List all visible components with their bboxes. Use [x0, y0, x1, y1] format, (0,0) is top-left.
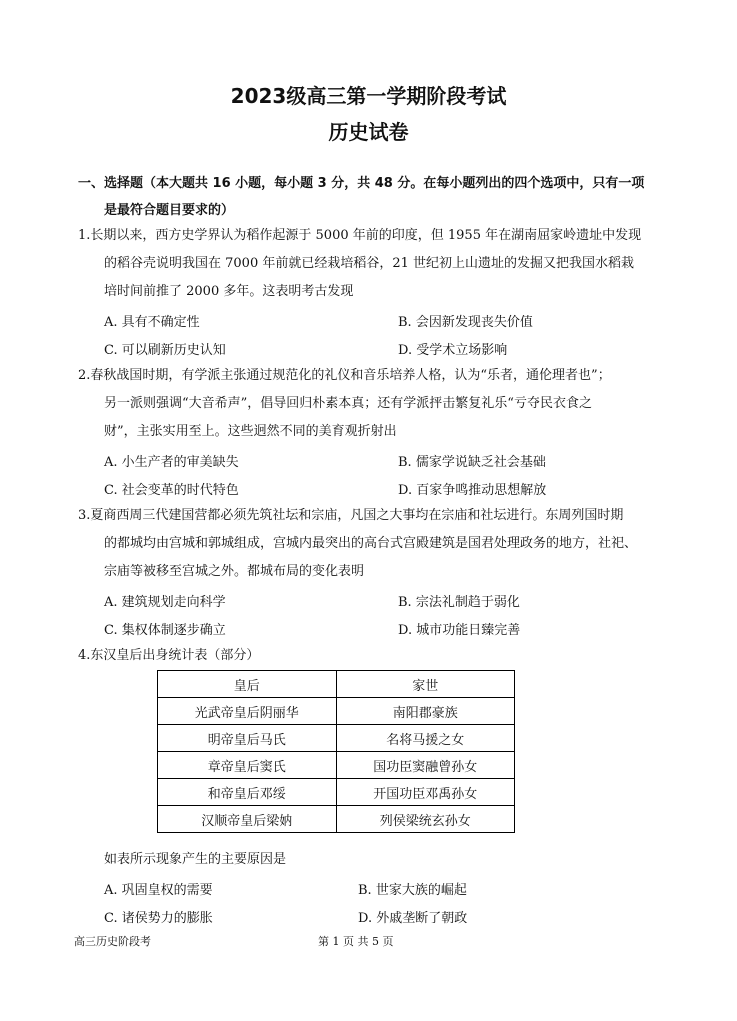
table-row	[158, 806, 515, 833]
question-2-option-c: C. 社会变革的时代特色	[104, 483, 239, 498]
exam-title: 2023级高三第一学期阶段考试	[230, 84, 507, 108]
table-cell-empress: 光武帝皇后阴丽华	[158, 698, 337, 725]
table-header-row	[158, 671, 515, 698]
question-3-text-line1: 3.夏商西周三代建国营都必须先筑社坛和宗庙，凡国之大事均在宗庙和社坛进行。东周列国时期	[78, 508, 624, 523]
question-3-option-d: D. 城市功能日臻完善	[398, 623, 521, 638]
question-1-option-a: A. 具有不确定性	[104, 315, 200, 330]
question-4-option-c: C. 诸侯势力的膨胀	[104, 911, 213, 926]
question-1-option-c: C. 可以刷新历史认知	[104, 343, 226, 358]
question-2-text-line3: 财”，主张实用至上。这些迥然不同的美育观折射出	[104, 424, 397, 439]
question-3-option-a: A. 建筑规划走向科学	[104, 595, 226, 610]
table-cell-family: 列侯梁统玄孙女	[336, 806, 515, 833]
question-3-option-c: C. 集权体制逐步确立	[104, 623, 226, 638]
table-cell-empress: 汉顺帝皇后梁妠	[158, 806, 337, 833]
question-3-option-b: B. 宗法礼制趋于弱化	[398, 595, 520, 610]
footer-page-number: 第 1 页 共 5 页	[318, 935, 394, 948]
question-2-text-line2: 另一派则强调“大音希声”，倡导回归朴素本真；还有学派抨击繁复礼乐“亏夺民衣食之	[104, 396, 592, 411]
empress-origin-table	[157, 670, 515, 833]
table-row	[158, 779, 515, 806]
exam-subtitle: 历史试卷	[328, 120, 409, 144]
question-4-option-a: A. 巩固皇权的需要	[104, 883, 213, 898]
question-4-text-line1: 4.东汉皇后出身统计表（部分）	[78, 648, 260, 663]
question-4-option-d: D. 外戚垄断了朝政	[358, 911, 468, 926]
question-2-option-d: D. 百家争鸣推动思想解放	[398, 483, 547, 498]
section-header-line2: 是最符合题目要求的）	[104, 203, 235, 218]
table-cell-family: 开国功臣邓禹孙女	[336, 779, 515, 806]
question-2-option-b: B. 儒家学说缺乏社会基础	[398, 455, 546, 470]
question-3-text-line3: 宗庙等被移至宫城之外。都城布局的变化表明	[104, 564, 365, 579]
question-1-text-line1: 1.长期以来，西方史学界认为稻作起源于 5000 年前的印度，但 1955 年在湖南屈家岭遗址中发现	[78, 228, 642, 243]
footer-exam-name: 高三历史阶段考	[74, 935, 151, 948]
table-header-family: 家世	[336, 671, 515, 698]
table-cell-empress: 章帝皇后窦氏	[158, 752, 337, 779]
table-row	[158, 698, 515, 725]
table-cell-empress: 和帝皇后邓绥	[158, 779, 337, 806]
table-cell-family: 名将马援之女	[336, 725, 515, 752]
question-4-option-b: B. 世家大族的崛起	[358, 883, 467, 898]
question-2-text-line1: 2.春秋战国时期，有学派主张通过规范化的礼仪和音乐培养人格，认为“乐者，通伦理者也”；	[78, 368, 611, 383]
question-2-option-a: A. 小生产者的审美缺失	[104, 455, 239, 470]
question-1-option-d: D. 受学术立场影响	[398, 343, 508, 358]
question-1-text-line2: 的稻谷壳说明我国在 7000 年前就已经栽培稻谷，21 世纪初上山遗址的发掘又把我国水稻栽	[104, 256, 635, 271]
table-row	[158, 725, 515, 752]
section-header-line1: 一、选择题（本大题共 16 小题，每小题 3 分，共 48 分。在每小题列出的四个选项中，只有一项	[78, 176, 645, 191]
table-cell-empress: 明帝皇后马氏	[158, 725, 337, 752]
question-1-option-b: B. 会因新发现丧失价值	[398, 315, 533, 330]
table-header-empress: 皇后	[158, 671, 337, 698]
table-row	[158, 752, 515, 779]
table-cell-family: 南阳郡豪族	[336, 698, 515, 725]
question-3-text-line2: 的都城均由宫城和郭城组成，宫城内最突出的高台式宫殿建筑是国君处理政务的地方，社祀、	[104, 536, 638, 551]
question-1-text-line3: 培时间前推了 2000 多年。这表明考古发现	[104, 284, 354, 299]
question-4-prompt: 如表所示现象产生的主要原因是	[104, 852, 287, 867]
table-cell-family: 国功臣窦融曾孙女	[336, 752, 515, 779]
